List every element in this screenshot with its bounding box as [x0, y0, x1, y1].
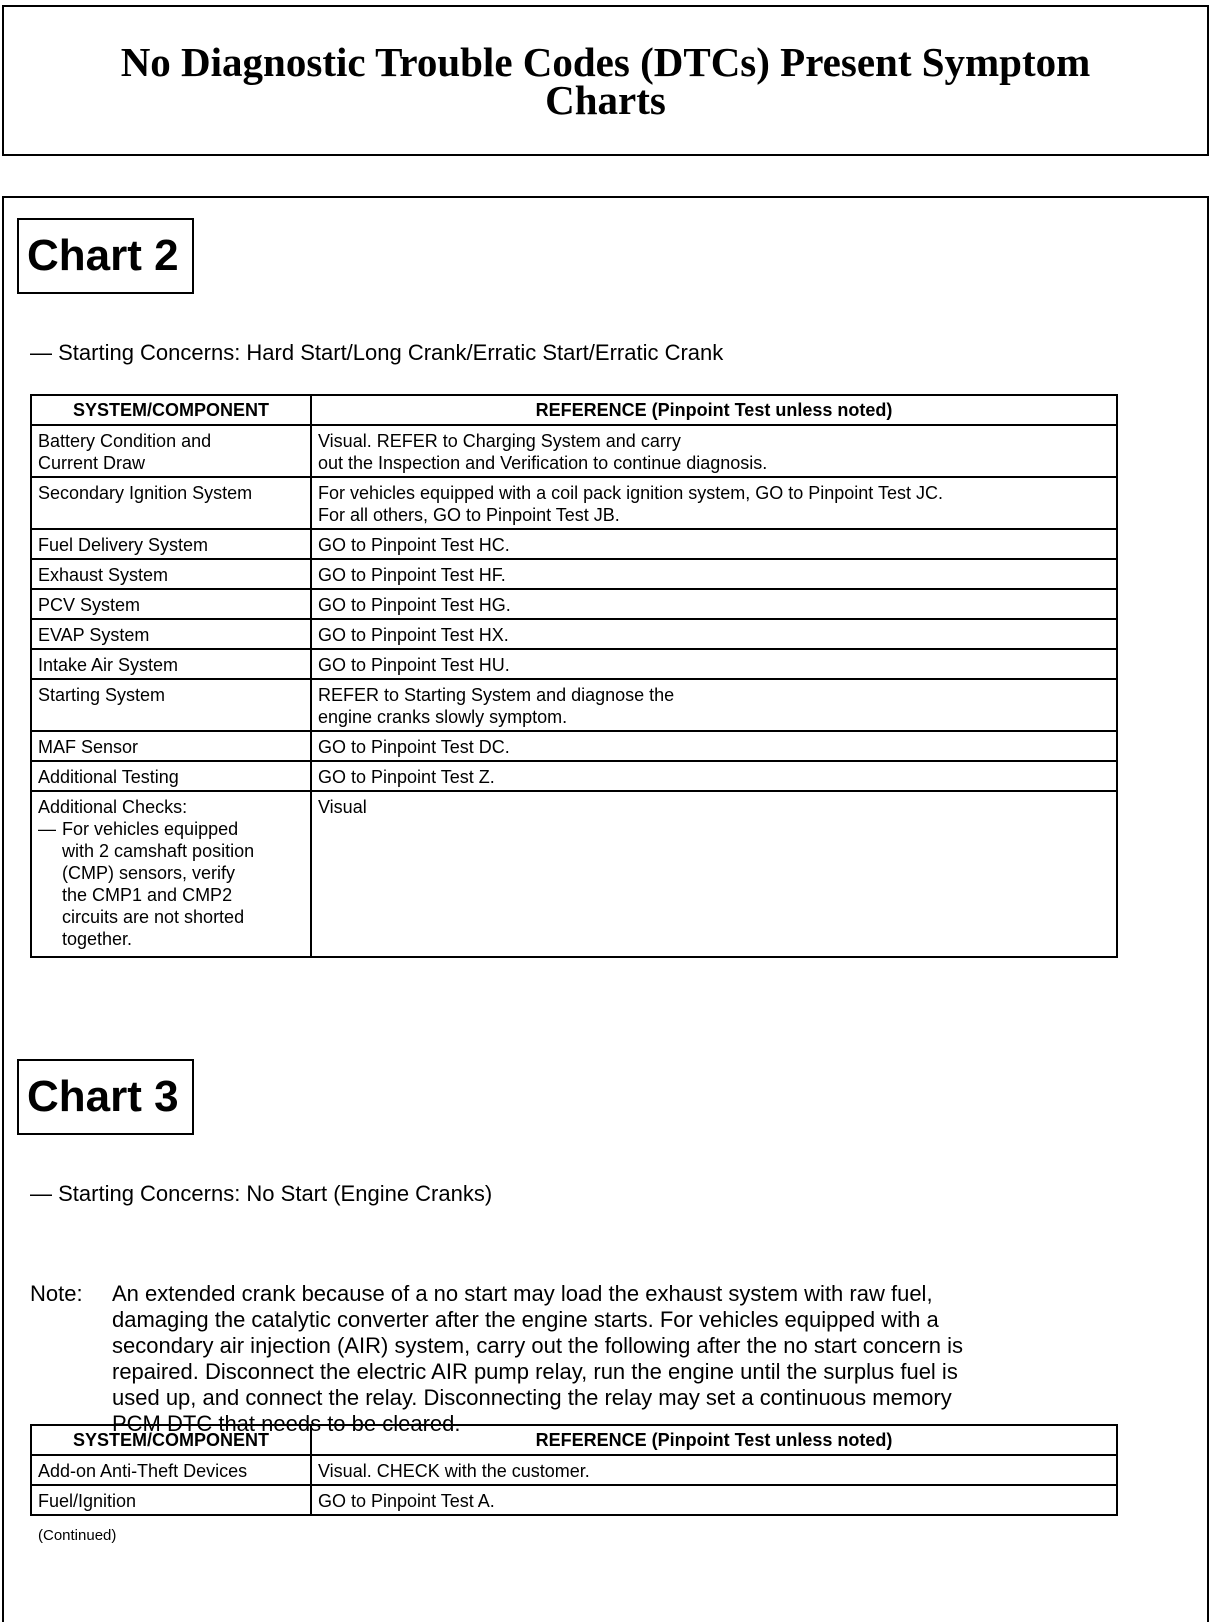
table-row [31, 559, 1117, 589]
page-title [120, 38, 1091, 123]
component-cell [31, 761, 311, 791]
component-text: Fuel/Ignition [38, 1491, 137, 1511]
check-text-line: circuits are not shorted [62, 907, 245, 927]
component-text: MAF Sensor [38, 737, 139, 757]
reference-cell [311, 559, 1117, 589]
reference-text: GO to Pinpoint Test HG. [318, 595, 511, 615]
note-line: used up, and connect the relay. Disconnecting the relay may set a continuous memory [112, 1385, 952, 1410]
column-header-system: SYSTEM/COMPONENT [31, 395, 311, 425]
reference-cell [311, 679, 1117, 731]
table-row [31, 589, 1117, 619]
component-text: Secondary Ignition System [38, 483, 253, 503]
chart-3-heading: Chart 3 [17, 1059, 194, 1135]
table-header-row [31, 395, 1117, 425]
dash-marker: — [38, 819, 56, 839]
note-line: damaging the catalytic converter after the engine starts. For vehicles equipped with a [112, 1307, 939, 1332]
check-text-line: with 2 camshaft position [62, 841, 255, 861]
table-row [31, 1455, 1117, 1485]
check-text-line: (CMP) sensors, verify [62, 863, 236, 883]
reference-cell [311, 425, 1117, 477]
table-row [31, 731, 1117, 761]
table-row [31, 477, 1117, 529]
additional-checks-label: Additional Checks: [38, 797, 188, 817]
reference-text: GO to Pinpoint Test Z. [318, 767, 495, 787]
table-row [31, 761, 1117, 791]
chart-3-note [30, 1281, 1130, 1437]
component-cell [31, 731, 311, 761]
component-cell [31, 477, 311, 529]
component-text: EVAP System [38, 625, 150, 645]
component-text: Starting System [38, 685, 166, 705]
component-text: Add-on Anti-Theft Devices [38, 1461, 248, 1481]
reference-cell [311, 1485, 1117, 1515]
column-header-reference: REFERENCE (Pinpoint Test unless noted) [311, 395, 1117, 425]
reference-cell [311, 1455, 1117, 1485]
additional-checks-reference: Visual [311, 791, 1117, 957]
component-text: Fuel Delivery System [38, 535, 209, 555]
note-label: Note: [30, 1281, 83, 1306]
column-header-system: SYSTEM/COMPONENT [31, 1425, 311, 1455]
note-line: PCM DTC that needs to be cleared. [112, 1411, 461, 1436]
component-cell [31, 589, 311, 619]
component-cell [31, 425, 311, 477]
note-body [112, 1281, 1130, 1437]
check-text-line: together. [62, 929, 133, 949]
reference-cell [311, 529, 1117, 559]
column-header-reference: REFERENCE (Pinpoint Test unless noted) [311, 1425, 1117, 1455]
table-row [31, 1485, 1117, 1515]
table-row [31, 425, 1117, 477]
component-cell [31, 679, 311, 731]
reference-text: Visual. CHECK with the customer. [318, 1461, 590, 1481]
component-text: Intake Air System [38, 655, 179, 675]
component-text: Additional Testing [38, 767, 179, 787]
reference-cell [311, 589, 1117, 619]
reference-text: GO to Pinpoint Test DC. [318, 737, 510, 757]
component-text: Current Draw [38, 453, 146, 473]
component-cell [31, 1485, 311, 1515]
table-row [31, 529, 1117, 559]
reference-cell [311, 731, 1117, 761]
reference-text: engine cranks slowly symptom. [318, 707, 568, 727]
reference-text: GO to Pinpoint Test A. [318, 1491, 495, 1511]
reference-text: For vehicles equipped with a coil pack ignition system, GO to Pinpoint Test JC. [318, 483, 943, 503]
component-cell [31, 559, 311, 589]
component-text: Exhaust System [38, 565, 169, 585]
chart-2-concern: — Starting Concerns: Hard Start/Long Crank/Erratic Start/Erratic Crank [30, 340, 724, 365]
reference-text: Visual. REFER to Charging System and carry [318, 431, 681, 451]
additional-checks-cell [31, 791, 311, 957]
reference-text: GO to Pinpoint Test HC. [318, 535, 510, 555]
note-line: secondary air injection (AIR) system, carry out the following after the no start concern is [112, 1333, 964, 1358]
continued-label: (Continued) [38, 1527, 117, 1544]
note-line: repaired. Disconnect the electric AIR pump relay, run the engine until the surplus fuel is [112, 1359, 958, 1384]
reference-cell [311, 477, 1117, 529]
reference-cell [311, 619, 1117, 649]
check-text-line: the CMP1 and CMP2 [62, 885, 233, 905]
table-row [31, 679, 1117, 731]
component-cell [31, 1455, 311, 1485]
reference-text: GO to Pinpoint Test HX. [318, 625, 509, 645]
reference-text: GO to Pinpoint Test HU. [318, 655, 510, 675]
table-row [31, 619, 1117, 649]
page-title-line-2: Charts [545, 76, 666, 123]
page-title-box [2, 5, 1209, 156]
additional-checks-item [38, 818, 304, 950]
reference-text: GO to Pinpoint Test HF. [318, 565, 506, 585]
table-header-row [31, 1425, 1117, 1455]
note-line: An extended crank because of a no start may load the exhaust system with raw fuel, [112, 1281, 933, 1306]
reference-text: For all others, GO to Pinpoint Test JB. [318, 505, 620, 525]
reference-text: out the Inspection and Verification to continue diagnosis. [318, 453, 768, 473]
chart-3-table [30, 1424, 1118, 1516]
chart-2-heading: Chart 2 [17, 218, 194, 294]
reference-cell [311, 649, 1117, 679]
check-text-line: For vehicles equipped [62, 819, 239, 839]
component-text: PCV System [38, 595, 141, 615]
page-title-line-1: No Diagnostic Trouble Codes (DTCs) Present Symptom [120, 38, 1091, 85]
reference-text: REFER to Starting System and diagnose the [318, 685, 675, 705]
component-cell [31, 529, 311, 559]
table-row-additional-checks [31, 791, 1117, 957]
chart-2-table [30, 394, 1118, 958]
component-cell [31, 619, 311, 649]
table-row [31, 649, 1117, 679]
component-text: Battery Condition and [38, 431, 212, 451]
component-cell [31, 649, 311, 679]
chart-3-concern: — Starting Concerns: No Start (Engine Cranks) [30, 1181, 493, 1206]
reference-cell [311, 761, 1117, 791]
